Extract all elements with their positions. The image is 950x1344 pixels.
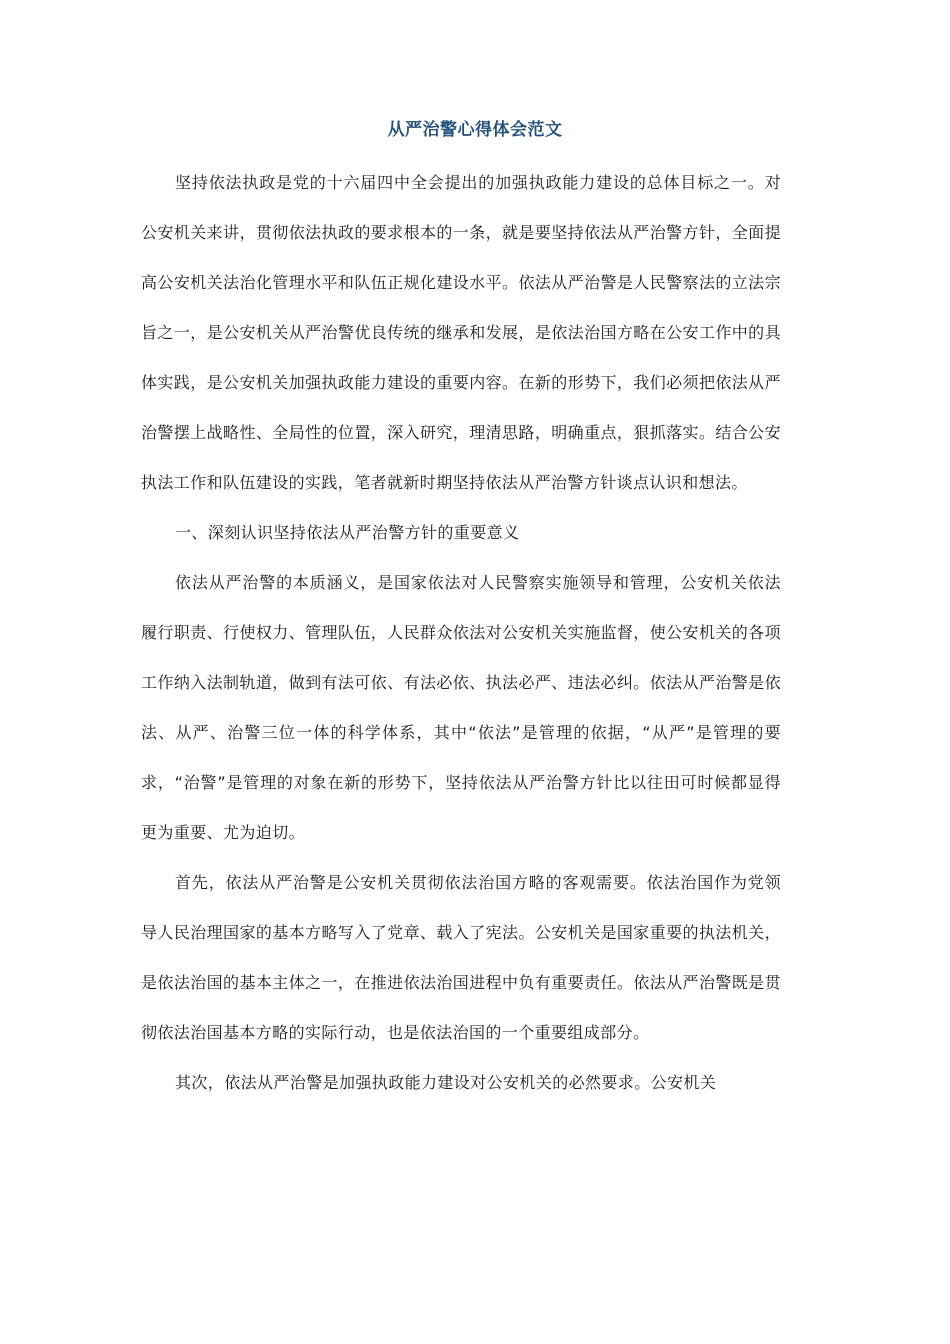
paragraph-intro: 坚持依法执政是党的十六届四中全会提出的加强执政能力建设的总体目标之一。对公安机关来讲，贯彻依法执政的要求根本的一条，就是要坚持依法从严治警方针，全面提高公安机关法治化管理水平和队伍正规化建设水平。依法从严治警是人民警察法的立法宗旨之一，是公安机关从严治警优良传统的继承和发展，是依法治国方略在公安工作中的具体实践，是公安机关加强执政能力建设的重要内容。在新的形势下，我们必须把依法从严治警摆上战略性、全局性的位置，深入研究，理清思路，明确重点，狠抓落实。结合公安执法工作和队伍建设的实践，笔者就新时期坚持依法从严治警方针谈点认识和想法。 [141, 173, 781, 492]
paragraph-second: 其次，依法从严治警是加强执政能力建设对公安机关的必然要求。公安机关 [175, 1073, 717, 1092]
section-heading-1: 一、深刻认识坚持依法从严治警方针的重要意义 [175, 523, 520, 542]
document-body [141, 158, 781, 1108]
document-title: 从严治警心得体会范文 [387, 120, 563, 140]
paragraph-first: 首先，依法从严治警是公安机关贯彻依法治国方略的客观需要。依法治国作为党领导人民治理国家的基本方略写入了党章、载入了宪法。公安机关是国家重要的执法机关，是依法治国的基本主体之一，在推进依法治国进程中负有重要责任。依法从严治警既是贯彻依法治国基本方略的实际行动，也是依法治国的一个重要组成部分。 [141, 873, 781, 1042]
paragraph-definition: 依法从严治警的本质涵义，是国家依法对人民警察实施领导和管理，公安机关依法履行职责、行使权力、管理队伍，人民群众依法对公安机关实施监督，使公安机关的各项工作纳入法制轨道，做到有法可依、有法必依、执法必严、违法必纠。依法从严治警是依法、从严、治警三位一体的科学体系，其中“依法”是管理的依据，“从严”是管理的要求，“治警”是管理的对象在新的形势下，坚持依法从严治警方针比以往田可时候都显得更为重要、尤为迫切。 [141, 573, 781, 842]
